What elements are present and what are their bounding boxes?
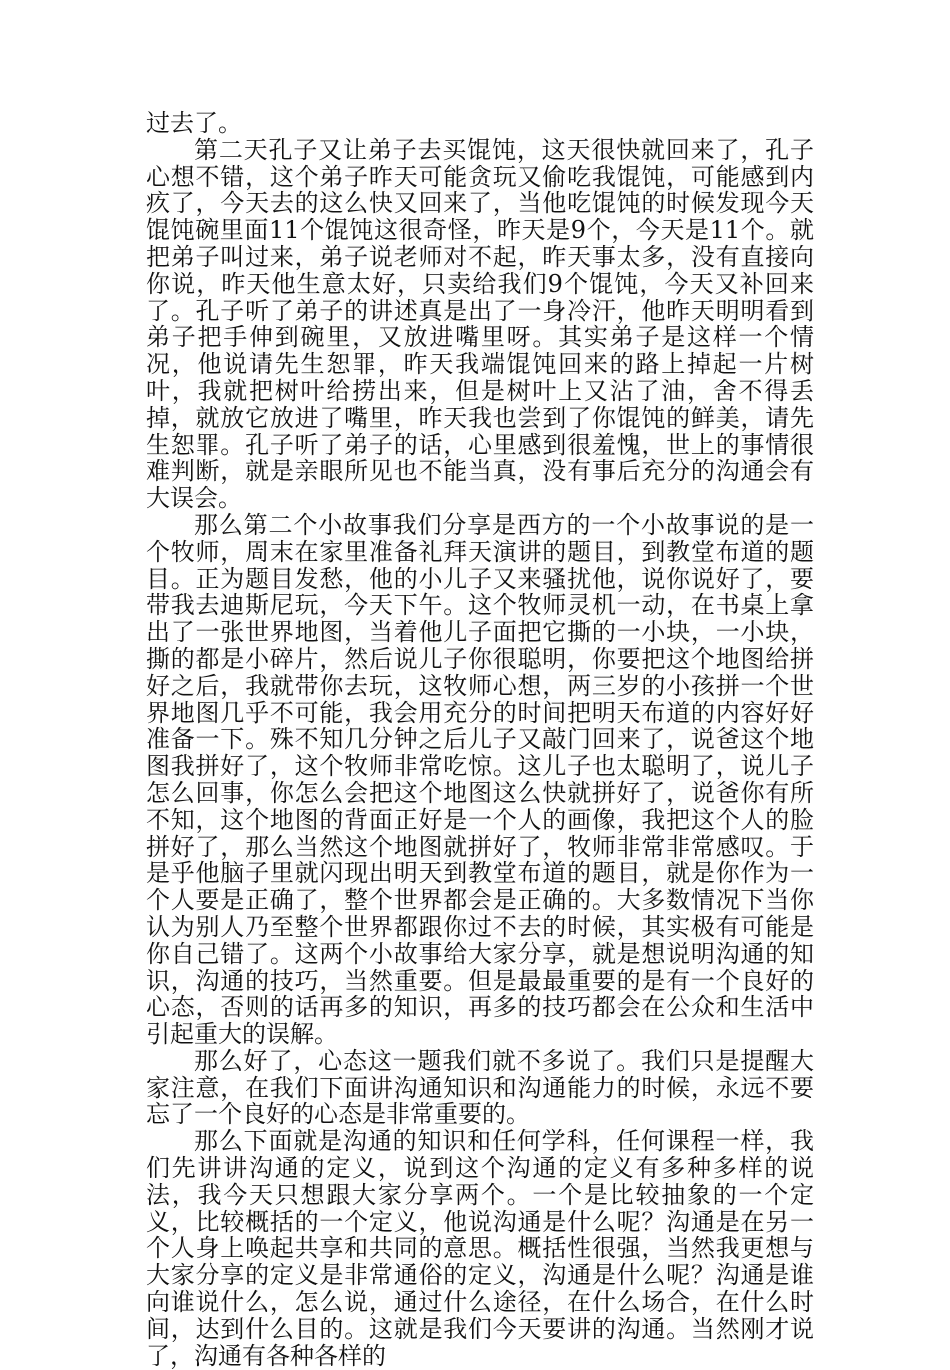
body-text [146,110,814,1369]
paragraph-pastor-story: 那么第二个小故事我们分享是西方的一个小故事说的是一个牧师，周末在家里准备礼拜天演讲的题目，到教堂布道的题目。正为题目发愁，他的小儿子又来骚扰他，说你说好了，要带我去迪斯尼玩，今天下午。这个牧师灵机一动，在书桌上拿出了一张世界地图，当着他儿子面把它撕的一小块，一小块，撕的都是小碎片，然后说儿子你很聪明，你要把这个地图给拼好之后，我就带你去玩，这牧师心想，两三岁的小孩拼一个世界地图几乎不可能，我会用充分的时间把明天布道的内容好好准备一下。殊不知几分钟之后儿子又敲门回来了，说爸这个地图我拼好了，这个牧师非常吃惊。这儿子也太聪明了，说儿子怎么回事，你怎么会把这个地图这么快就拼好了，说爸你有所不知，这个地图的背面正好是一个人的画像，我把这个人的脸拼好了，那么当然这个地图就拼好了，牧师非常非常感叹。于是乎他脑子里就闪现出明天到教堂布道的题目，就是你作为一个人要是正确了，整个世界都会是正确的。大多数情况下当你认为别人乃至整个世界都跟你过不去的时候，其实极有可能是你自己错了。这两个小故事给大家分享，就是想说明沟通的知识，沟通的技巧，当然重要。但是最最重要的是有一个良好的心态，否则的话再多的知识，再多的技巧都会在公众和生活中引起重大的误解。 [146,510,814,1049]
paragraph-confucius-story: 第二天孔子又让弟子去买馄饨，这天很快就回来了，孔子心想不错，这个弟子昨天可能贪玩又偷吃我馄饨，可能感到内疚了，今天去的这么快又回来了，当他吃馄饨的时候发现今天馄饨碗里面11个馄饨这很奇怪，昨天是9个，今天是11个。就把弟子叫过来，弟子说老师对不起，昨天事太多，没有直接向你说，昨天他生意太好，只卖给我们9个馄饨，今天又补回来了。孔子听了弟子的讲述真是出了一身冷汗，他昨天明明看到弟子把手伸到碗里，又放进嘴里呀。其实弟子是这样一个情况，他说请先生恕罪，昨天我端馄饨回来的路上掉起一片树叶，我就把树叶给捞出来，但是树叶上又沾了油，舍不得丢掉，就放它放进了嘴里，昨天我也尝到了你馄饨的鲜美，请先生恕罪。孔子听了弟子的话，心里感到很羞愧，世上的事情很难判断，就是亲眼所见也不能当真，没有事后充分的沟通会有大误会。 [146,135,814,513]
paragraph-communication-definition: 那么下面就是沟通的知识和任何学科，任何课程一样，我们先讲讲沟通的定义，说到这个沟通的定义有多种多样的说法，我今天只想跟大家分享两个。一个是比较抽象的一个定义，比较概括的一个定义，他说沟通是什么呢？沟通是在另一个人身上唤起共享和共同的意思。概括性很强，当然我更想与大家分享的定义是非常通俗的定义，沟通是什么呢？沟通是谁向谁说什么，怎么说，通过什么途径，在什么场合，在什么时间，达到什么目的。这就是我们今天要讲的沟通。当然刚才说了，沟通有各种各样的 [146,1127,814,1370]
paragraph-continuation: 过去了。 [146,109,242,137]
paragraph-mindset-note: 那么好了，心态这一题我们就不多说了。我们只是提醒大家注意，在我们下面讲沟通知识和沟通能力的时候，永远不要忘了一个良好的心态是非常重要的。 [146,1046,814,1129]
